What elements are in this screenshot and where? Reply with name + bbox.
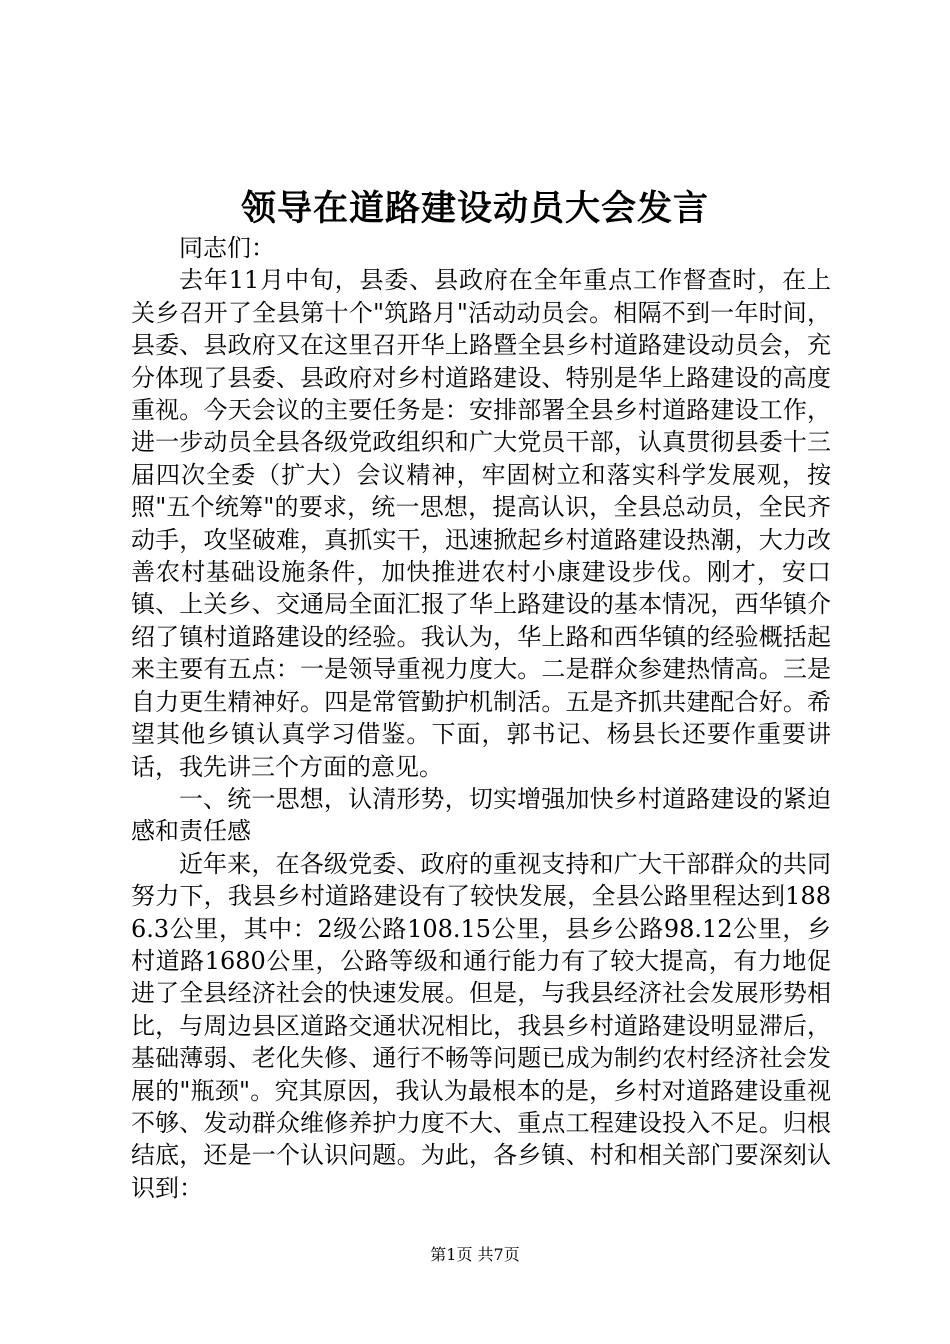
document-body <box>131 232 831 1204</box>
section-heading-1: 一、统一思想，认清形势，切实增强加快乡村道路建设的紧迫感和责任感 <box>131 784 831 846</box>
page-number-footer: 第1页 共7页 <box>430 1245 520 1264</box>
body-paragraph: 近年来，在各级党委、政府的重视支持和广大干部群众的共同努力下，我县乡村道路建设有了较快发展，全县公路里程达到1886.3公里，其中：2级公路108.15公里，县乡公路98.12公里，乡村道路1680公里，公路等级和通行能力有了较大提高，有力地促进了全县经济社会的快速发展。但是，与我县经济社会发展形势相比，与周边县区道路交通状况相比，我县乡村道路建设明显滞后，基础薄弱、老化失修、通行不畅等问题已成为制约农村经济社会发展的"瓶颈"。究其原因，我认为最根本的是，乡村对道路建设重视不够、发动群众维修养护力度不大、重点工程建设投入不足。归根结底，还是一个认识问题。为此，各乡镇、村和相关部门要深刻认识到： <box>131 849 831 1202</box>
salutation-paragraph: 同志们： <box>179 234 275 262</box>
document-title: 领导在道路建设动员大会发言 <box>240 188 709 229</box>
intro-paragraph: 去年11月中旬，县委、县政府在全年重点工作督查时，在上关乡召开了全县第十个"筑路月"活动动员会。相隔不到一年时间，县委、县政府又在这里召开华上路暨全县乡村道路建设动员会，充分体现了县委、县政府对乡村道路建设、特别是华上路建设的高度重视。今天会议的主要任务是：安排部署全县乡村道路建设工作，进一步动员全县各级党政组织和广大党员干部，认真贯彻县委十三届四次全委（扩大）会议精神，牢固树立和落实科学发展观，按照"五个统筹"的要求，统一思想，提高认识，全县总动员，全民齐动手，攻坚破难，真抓实干，迅速掀起乡村道路建设热潮，大力改善农村基础设施条件，加快推进农村小康建设步伐。刚才，安口镇、上关乡、交通局全面汇报了华上路建设的基本情况，西华镇介绍了镇村道路建设的经验。我认为，华上路和西华镇的经验概括起来主要有五点：一是领导重视力度大。二是群众参建热情高。三是自力更生精神好。四是常管勤护机制活。五是齐抓共建配合好。希望其他乡镇认真学习借鉴。下面，郭书记、杨县长还要作重要讲话，我先讲三个方面的意见。 <box>131 266 831 781</box>
